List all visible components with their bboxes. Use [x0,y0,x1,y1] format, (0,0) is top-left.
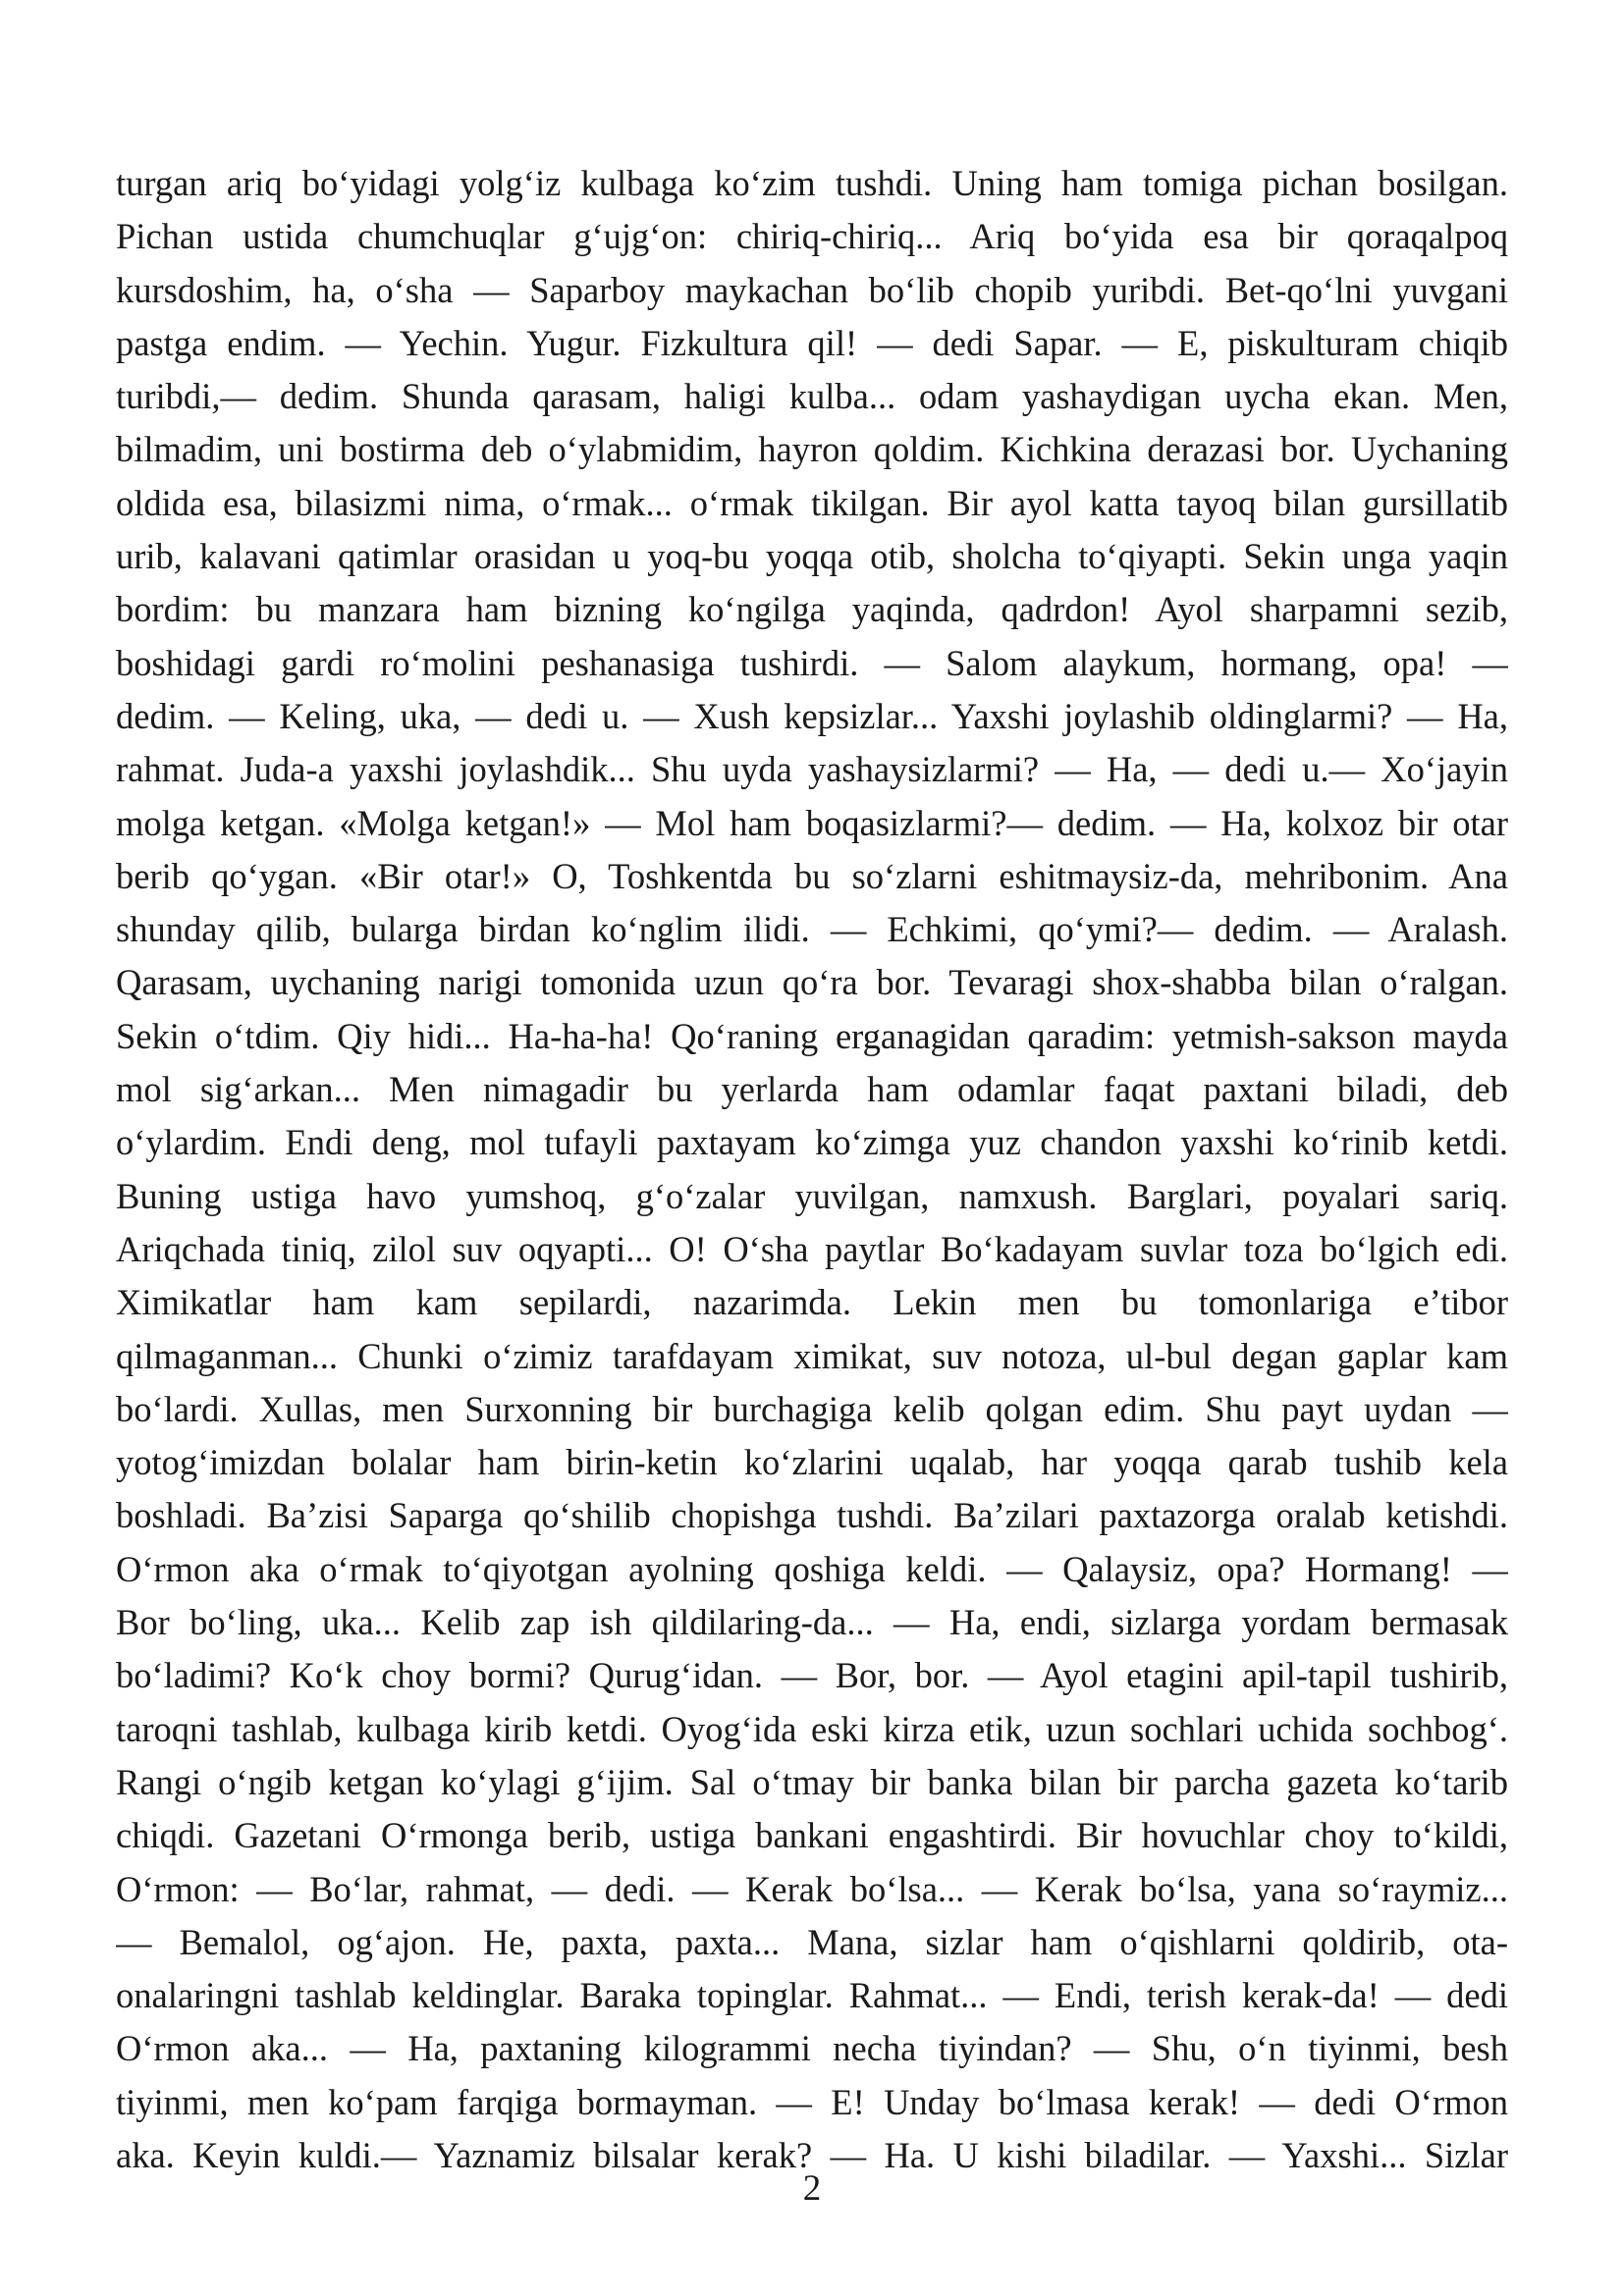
text-line: bo‘lardi. Xullas, men Surxonning bir burchagiga kelib qolgan edim. Shu payt uydan — [116,1388,1508,1429]
text-line: oldida esa, bilasizmi nima, o‘rmak... o‘rmak tikilgan. Bir ayol katta tayoq bilan gursillatib [116,482,1508,523]
text-line: berib qo‘ygan. «Bir otar!» O, Toshkentda bu so‘zlarni eshitmaysiz-da, mehribonim. Ana [116,855,1508,896]
text-line: pastga endim. — Yechin. Yugur. Fizkultura qil! — dedi Sapar. — E, piskulturam chiqib [116,322,1508,363]
text-line: bo‘ladimi? Ko‘k choy bormi? Qurug‘idan. — Bor, bor. — Ayol etagini apil-tapil tushirib, [116,1655,1508,1696]
text-line: boshladi. Ba’zisi Saparga qo‘shilib chopishga tushdi. Ba’zilari paxtazorga oralab ketishdi. [116,1495,1508,1536]
text-line: Pichan ustida chumchuqlar g‘ujg‘on: chiriq-chiriq... Ariq bo‘yida esa bir qoraqalpoq [116,216,1508,257]
text-line: O‘rmon aka... — Ha, paxtaning kilogrammi necha tiyindan? — Shu, o‘n tiyinmi, besh [116,2028,1508,2069]
body-text [116,157,1508,2182]
text-line: turgan ariq bo‘yidagi yolg‘iz kulbaga ko‘zim tushdi. Uning ham tomiga pichan bosilgan. [116,163,1508,203]
text-line: Bor bo‘ling, uka... Kelib zap ish qildilaring-da... — Ha, endi, sizlarga yordam bermasak [116,1602,1508,1643]
text-line: Sekin o‘tdim. Qiy hidi... Ha-ha-ha! Qo‘raning erganagidan qaradim: yetmish-sakson mayda [116,1015,1508,1056]
text-line: kursdoshim, ha, o‘sha — Saparboy maykachan bo‘lib chopib yuribdi. Bet-qo‘lni yuvgani [116,269,1508,310]
text-line: turibdi,— dedim. Shunda qarasam, haligi kulba... odam yashaydigan uycha ekan. Men, [116,376,1508,417]
text-line: shunday qilib, bularga birdan ko‘nglim ilidi. — Echkimi, qo‘ymi?— dedim. — Aralash. [116,909,1508,950]
text-line: molga ketgan. «Molga ketgan!» — Mol ham boqasizlarmi?— dedim. — Ha, kolxoz bir otar [116,802,1508,843]
text-line: — Bemalol, og‘ajon. He, paxta, paxta... Mana, sizlar ham o‘qishlarni qoldirib, ota- [116,1921,1508,1962]
text-line: yotog‘imizdan bolalar ham birin-ketin ko‘zlarini uqalab, har yoqqa qarab tushib kela [116,1442,1508,1483]
text-line: chiqdi. Gazetani O‘rmonga berib, ustiga bankani engashtirdi. Bir hovuchlar choy to‘kildi, [116,1815,1508,1856]
text-line: Buning ustiga havo yumshoq, g‘o‘zalar yuvilgan, namxush. Barglari, poyalari sariq. [116,1175,1508,1216]
text-line: bordim: bu manzara ham bizning ko‘ngilga yaqinda, qadrdon! Ayol sharpamni sezib, [116,589,1508,630]
text-line: qilmaganman... Chunki o‘zimiz tarafdayam ximikat, suv notoza, ul-bul degan gaplar kam [116,1335,1508,1376]
text-line: onalaringni tashlab keldinglar. Baraka topinglar. Rahmat... — Endi, terish kerak-da! — dedi [116,1975,1508,2016]
text-line: rahmat. Juda-a yaxshi joylashdik... Shu uyda yashaysizlarmi? — Ha, — dedi u.— Xo‘jayin [116,749,1508,790]
text-line: urib, kalavani qatimlar orasidan u yoq-bu yoqqa otib, sholcha to‘qiyapti. Sekin unga yaqin [116,536,1508,577]
text-line: Rangi o‘ngib ketgan ko‘ylagi g‘ijim. Sal o‘tmay bir banka bilan bir parcha gazeta ko‘tarib [116,1761,1508,1802]
text-line: Qarasam, uychaning narigi tomonida uzun qo‘ra bor. Tevaragi shox-shabba bilan o‘ralgan. [116,962,1508,1003]
text-line: bilmadim, uni bostirma deb o‘ylabmidim, hayron qoldim. Kichkina derazasi bor. Uychaning [116,429,1508,470]
text-line: boshidagi gardi ro‘molini peshanasiga tushirdi. — Salom alaykum, hormang, opa! — [116,642,1508,683]
text-line: dedim. — Keling, uka, — dedi u. — Xush kepsizlar... Yaxshi joylashib oldinglarmi? — Ha, [116,695,1508,736]
text-line: mol sig‘arkan... Men nimagadir bu yerlarda ham odamlar faqat paxtani biladi, deb [116,1069,1508,1110]
text-line: O‘rmon: — Bo‘lar, rahmat, — dedi. — Kerak bo‘lsa... — Kerak bo‘lsa, yana so‘raymiz... [116,1868,1508,1909]
text-line: Ximikatlar ham kam sepilardi, nazarimda. Lekin men bu tomonlariga e’tibor [116,1282,1508,1323]
text-line: Ariqchada tiniq, zilol suv oqyapti... O! O‘sha paytlar Bo‘kadayam suvlar toza bo‘lgich edi. [116,1228,1508,1269]
text-line: o‘ylardim. Endi deng, mol tufayli paxtayam ko‘zimga yuz chandon yaxshi ko‘rinib ketdi. [116,1122,1508,1163]
text-line: O‘rmon aka o‘rmak to‘qiyotgan ayolning qoshiga keldi. — Qalaysiz, opa? Hormang! — [116,1548,1508,1589]
page-number: 2 [802,2168,822,2209]
text-line: aka. Keyin kuldi.— Yaznamiz bilsalar kerak? — Ha. U kishi biladilar. — Yaxshi... Sizlar [116,2134,1508,2175]
text-line: tiyinmi, men ko‘pam farqiga bormayman. — E! Unday bo‘lmasa kerak! — dedi O‘rmon [116,2081,1508,2122]
text-line: taroqni tashlab, kulbaga kirib ketdi. Oyog‘ida eski kirza etik, uzun sochlari uchida sochbog‘. [116,1708,1508,1749]
